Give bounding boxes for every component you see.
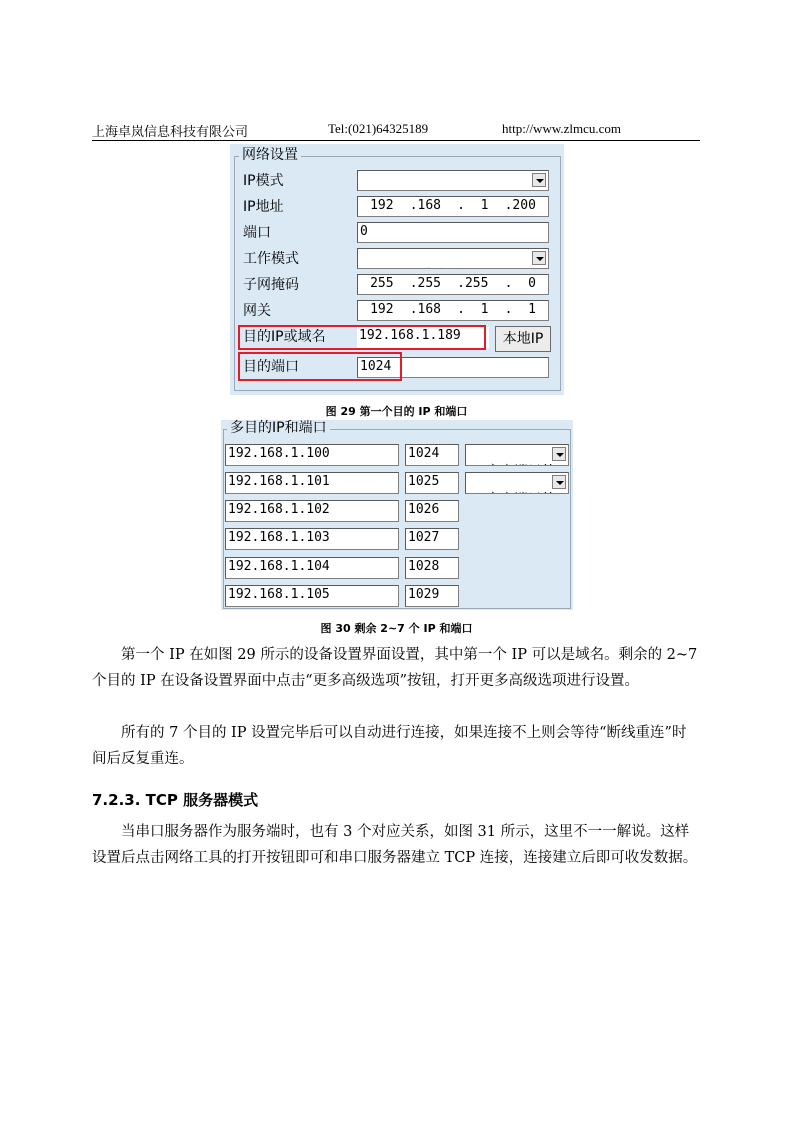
- dest-port-input-4[interactable]: 1026: [405, 500, 459, 522]
- ip-octet: 255: [370, 276, 394, 291]
- chevron-down-icon[interactable]: [552, 447, 566, 461]
- dest-ip-input-7[interactable]: 192.168.1.105: [225, 585, 399, 607]
- subnet-mask-label: 子网掩码: [243, 277, 299, 293]
- figure-29-caption: 图 29 第一个目的 IP 和端口: [325, 405, 468, 418]
- dest-port-input[interactable]: 1024: [357, 357, 549, 378]
- paragraph-2: 所有的 7 个目的 IP 设置完毕后可以自动进行连接，如果连接不上则会等待“断线重连”时间后反复重连。: [92, 725, 687, 767]
- work-mode-label: 工作模式: [243, 251, 299, 267]
- dest-port-input-6[interactable]: 1028: [405, 557, 459, 579]
- ip-octet: 192: [370, 198, 394, 213]
- ip-octet: .168: [409, 198, 441, 213]
- dest-ip-input-5[interactable]: 192.168.1.103: [225, 528, 399, 550]
- chevron-down-icon[interactable]: [532, 251, 546, 265]
- ip-octet: . 1: [457, 198, 489, 213]
- multi-destination-title: 多目的IP和端口: [227, 420, 330, 436]
- chevron-down-icon[interactable]: [532, 173, 546, 187]
- section-heading: 7.2.3. TCP 服务器模式: [92, 791, 259, 809]
- subnet-mask-field[interactable]: [357, 274, 549, 295]
- dest-ip-highlight: [238, 325, 486, 350]
- work-mode-value: [391, 268, 461, 269]
- dest-ip-label: 目的IP或域名: [243, 329, 326, 345]
- ip-octet: . 0: [504, 276, 536, 291]
- network-settings-panel: [230, 144, 564, 395]
- ip-mode-value: [378, 190, 406, 191]
- dest-port-label: 目的端口: [243, 359, 299, 375]
- gateway-label: 网关: [243, 303, 271, 319]
- dest-mode-value: [486, 492, 556, 494]
- dest-ip-input-2[interactable]: 192.168.1.100: [225, 444, 399, 466]
- dest-ip-input-6[interactable]: 192.168.1.104: [225, 557, 399, 579]
- gateway-field[interactable]: [357, 300, 549, 321]
- ip-octet: .255: [409, 276, 441, 291]
- paragraph-3: 当串口服务器作为服务端时，也有 3 个对应关系，如图 31 所示，这里不一一解说。这样设置后点击网络工具的打开按钮即可和串口服务器建立 TCP 连接，连接建立后即可收发数据。: [92, 824, 698, 866]
- network-settings-title: 网络设置: [239, 147, 301, 163]
- multi-destination-panel: [221, 420, 573, 610]
- dest-port-input-7[interactable]: 1029: [405, 585, 459, 607]
- work-mode-select[interactable]: [357, 248, 549, 269]
- ip-octet: .255: [457, 276, 489, 291]
- local-ip-button[interactable]: 本地IP: [495, 326, 551, 352]
- ip-octet: . 1: [504, 302, 536, 317]
- header-company: 上海卓岚信息科技有限公司: [92, 124, 249, 139]
- ip-octet: 192: [370, 302, 394, 317]
- ip-mode-select[interactable]: [357, 170, 549, 191]
- dest-mode-select-3[interactable]: [465, 472, 569, 494]
- dest-port-input-5[interactable]: 1027: [405, 528, 459, 550]
- chevron-down-icon[interactable]: [552, 475, 566, 489]
- dest-mode-value: [486, 464, 556, 466]
- ip-address-label: IP地址: [243, 199, 284, 215]
- dest-port-highlight: [238, 352, 402, 381]
- ip-address-field[interactable]: [357, 196, 549, 217]
- port-input[interactable]: 0: [357, 222, 549, 243]
- dest-ip-input-4[interactable]: 192.168.1.102: [225, 500, 399, 522]
- header-tel: Tel:(021)64325189: [328, 121, 429, 136]
- paragraph-1: 第一个 IP 在如图 29 所示的设备设置界面设置，其中第一个 IP 可以是域名。剩余的 2~7 个目的 IP 在设备设置界面中点击“更多高级选项”按钮，打开更多高级选项进行设置。: [92, 647, 698, 689]
- ip-mode-label: IP模式: [243, 173, 284, 189]
- dest-ip-input[interactable]: 192.168.1.189: [357, 327, 489, 348]
- dest-ip-input-3[interactable]: 192.168.1.101: [225, 472, 399, 494]
- ip-octet: .168: [409, 302, 441, 317]
- ip-octet: .200: [504, 198, 536, 213]
- figure-30-caption: 图 30 剩余 2~7 个 IP 和端口: [320, 622, 473, 635]
- dest-port-input-2[interactable]: 1024: [405, 444, 459, 466]
- header-url: http://www.zlmcu.com: [502, 121, 622, 136]
- dest-port-input-3[interactable]: 1025: [405, 472, 459, 494]
- port-label: 端口: [243, 225, 271, 241]
- dest-mode-select-2[interactable]: [465, 444, 569, 466]
- header-divider: [92, 140, 700, 141]
- ip-octet: . 1: [457, 302, 489, 317]
